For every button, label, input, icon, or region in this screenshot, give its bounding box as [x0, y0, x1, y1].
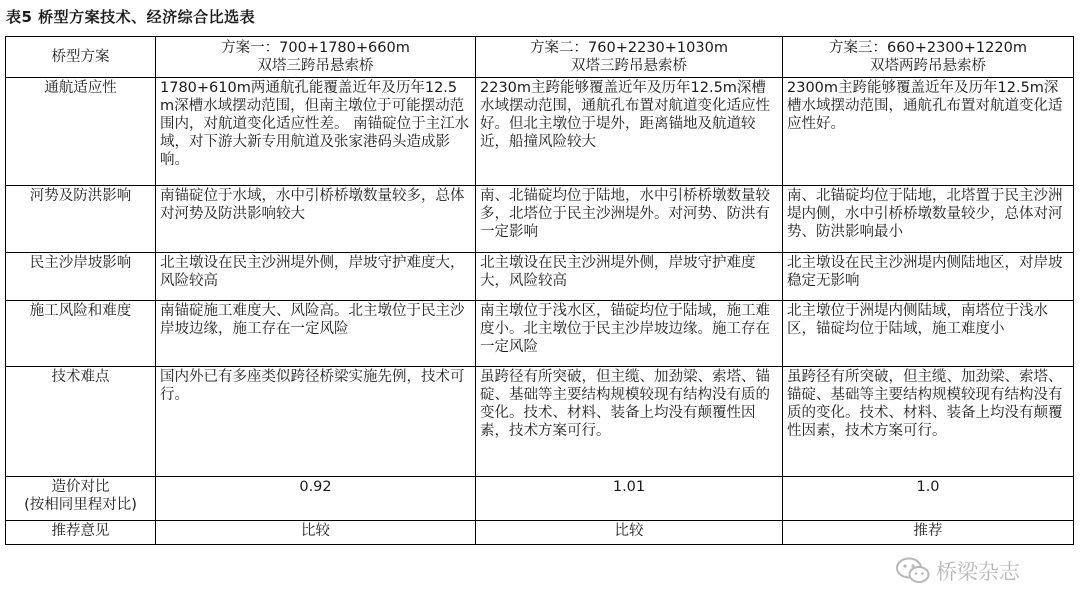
header-option-3 — [783, 37, 1074, 78]
table-cell: 1780+610m两通航孔能覆盖近年及历年12.5m深槽水域摆动范围，但南主墩位于可能摆动范围内，对航道变化适应性差。 南锚碇位于主江水域，对下游大新专用航道及张家港码头造成影响。 — [156, 78, 476, 186]
table-cell: 虽跨径有所突破，但主缆、加劲梁、索塔、锚碇、基础等主要结构规模较现有结构没有质的变化。技术、材料、装备上均没有颠覆性因素，技术方案可行。 — [783, 367, 1074, 477]
header-option-1-line2: 双塔三跨吊悬索桥 — [257, 58, 374, 74]
recommend-value: 比较 — [156, 521, 476, 545]
recommend-value: 比较 — [476, 521, 783, 545]
table-cell: 北主墩设在民主沙洲堤外侧，岸坡守护难度大，风险较高 — [156, 253, 476, 301]
header-option-2-line2: 双塔三跨吊悬索桥 — [571, 58, 687, 74]
table-cell: 南锚碇位于水域，水中引桥桥墩数量较多，总体对河势及防洪影响较大 — [156, 186, 476, 253]
header-option-3-line1: 方案三：660+2300+1220m — [829, 40, 1027, 56]
table-cell: 北主墩位于洲堤内侧陆域，南塔位于浅水区，锚碇均位于陆域，施工难度小 — [783, 301, 1074, 367]
row-label: 民主沙岸坡影响 — [6, 253, 156, 301]
recommend-row-label: 推荐意见 — [6, 521, 156, 545]
table-row — [6, 301, 1074, 367]
table-cell: 南、北锚碇均位于陆地，北塔置于民主沙洲堤内侧，水中引桥桥墩数量较少，总体对河势、防洪影响最小 — [783, 186, 1074, 253]
header-option-2-line1: 方案二：760+2230+1030m — [530, 40, 728, 56]
watermark — [896, 556, 1020, 586]
table-row — [6, 253, 1074, 301]
header-label: 桥型方案 — [6, 37, 156, 78]
wechat-icon — [896, 557, 930, 585]
recommend-row — [6, 521, 1074, 545]
row-label: 技术难点 — [6, 367, 156, 477]
comparison-table — [5, 36, 1074, 545]
table-cell: 南锚碇施工难度大、风险高。北主墩位于民主沙岸坡边缘，施工存在一定风险 — [156, 301, 476, 367]
cost-row-label-line2: (按相同里程对比) — [24, 497, 137, 513]
cost-row-label-line1: 造价对比 — [51, 479, 110, 495]
recommend-value: 推荐 — [783, 521, 1074, 545]
cost-value: 0.92 — [156, 477, 476, 521]
row-label: 施工风险和难度 — [6, 301, 156, 367]
cost-value: 1.0 — [783, 477, 1074, 521]
watermark-text: 桥梁杂志 — [936, 560, 1020, 584]
row-label: 河势及防洪影响 — [6, 186, 156, 253]
table-cell: 2230m主跨能够覆盖近年及历年12.5m深槽水域摆动范围，通航孔布置对航道变化适应性好。但北主墩位于堤外，距离锚地及航道较近，船撞风险较大 — [476, 78, 783, 186]
header-option-3-line2: 双塔两跨吊悬索桥 — [870, 58, 986, 74]
table-cell: 北主墩设在民主沙洲堤外侧，岸坡守护难度大，风险较高 — [476, 253, 783, 301]
table-cell: 国内外已有多座类似跨径桥梁实施先例，技术可行。 — [156, 367, 476, 477]
table-cell: 2300m主跨能够覆盖近年及历年12.5m深槽水域摆动范围，通航孔布置对航道变化适应性好。 — [783, 78, 1074, 186]
header-option-2 — [476, 37, 783, 78]
table-cell: 南主墩位于浅水区，锚碇均位于陆域，施工难度小。北主墩位于民主沙岸坡边缘。施工存在一定风险 — [476, 301, 783, 367]
header-row — [6, 37, 1074, 78]
table-cell: 北主墩设在民主沙洲堤内侧陆地区，对岸坡稳定无影响 — [783, 253, 1074, 301]
table-cell: 南、北锚碇均位于陆地，水中引桥桥墩数量较多，北塔位于民主沙洲堤外。对河势、防洪有一定影响 — [476, 186, 783, 253]
table-row — [6, 367, 1074, 477]
header-option-1 — [156, 37, 476, 78]
table-cell: 虽跨径有所突破，但主缆、加劲梁、索塔、锚碇、基础等主要结构规模较现有结构没有质的变化。技术、材料、装备上均没有颠覆性因素，技术方案可行。 — [476, 367, 783, 477]
cost-row — [6, 477, 1074, 521]
table-row — [6, 78, 1074, 186]
row-label: 通航适应性 — [6, 78, 156, 186]
cost-value: 1.01 — [476, 477, 783, 521]
header-option-1-line1: 方案一：700+1780+660m — [221, 40, 410, 56]
cost-row-label — [6, 477, 156, 521]
table-title: 表5 桥型方案技术、经济综合比选表 — [6, 8, 256, 26]
table-row — [6, 186, 1074, 253]
